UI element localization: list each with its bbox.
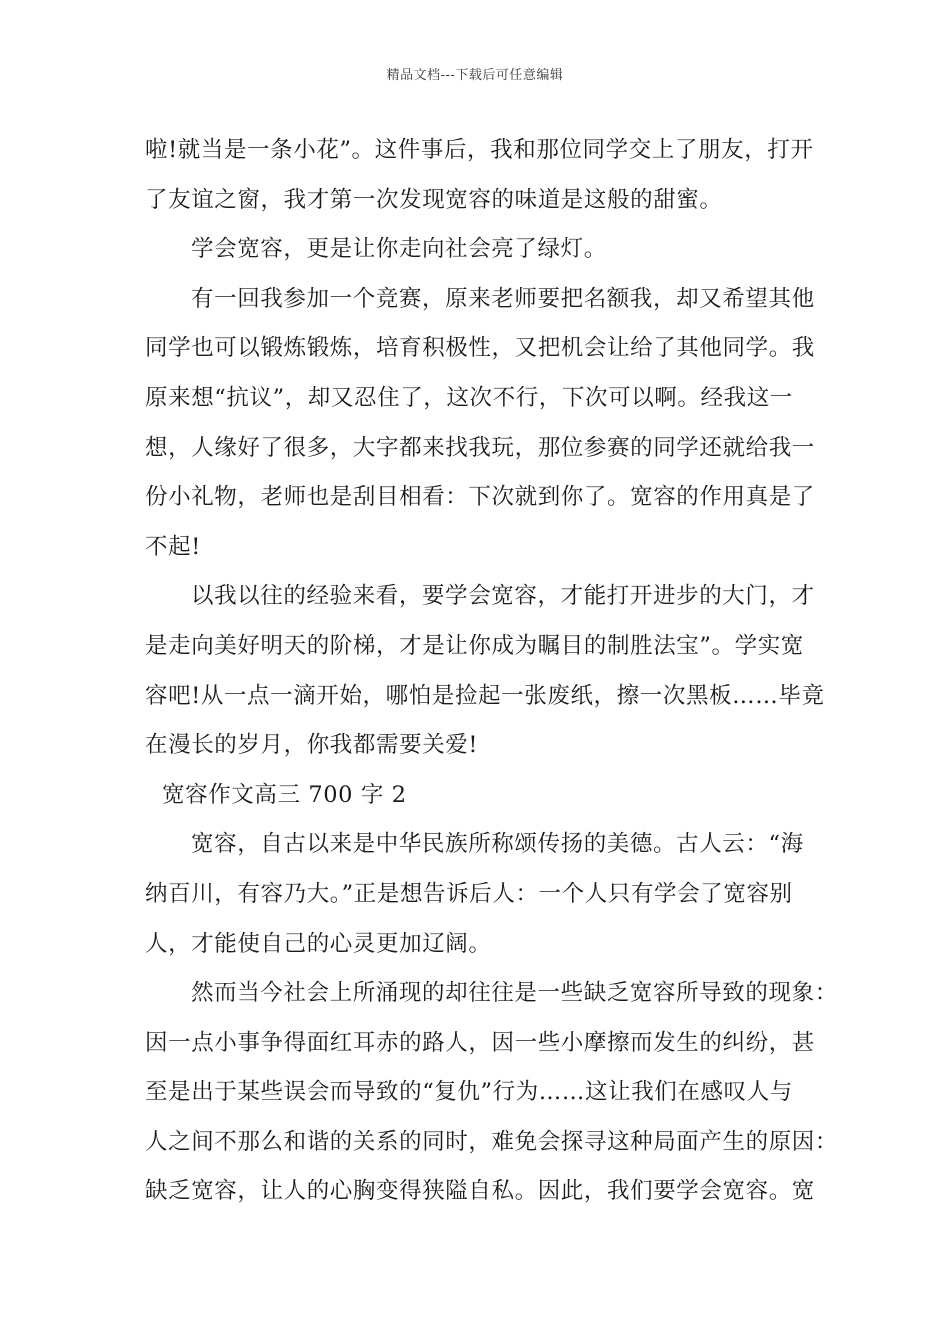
text-line: 学会宽容，更是让你走向社会亮了绿灯。: [191, 236, 607, 263]
section-heading: 宽容作文高三 700 字 2: [162, 781, 407, 808]
text-line: 缺乏宽容，让人的心胸变得狭隘自私。因此，我们要学会宽容。宽: [145, 1178, 815, 1205]
text-line: 原来想“抗议”，却又忍住了，这次不行，下次可以啊。经我这一: [145, 384, 793, 411]
text-line: 然而当今社会上所涌现的却往往是一些缺乏宽容所导致的现象：: [191, 980, 838, 1007]
text-line: 份小礼物，老师也是刮目相看：下次就到你了。宽容的作用真是了: [145, 484, 815, 511]
text-line: 至是出于某些误会而导致的“复仇”行为……这让我们在感叹人与: [145, 1079, 793, 1106]
text-line: 了友谊之窗，我才第一次发现宽容的味道是这般的甜蜜。: [145, 186, 723, 213]
text-line: 想，人缘好了很多，大字都来找我玩，那位参赛的同学还就给我一: [145, 434, 815, 461]
document-body: [145, 126, 839, 1217]
text-line: 人，才能使自己的心灵更加辽阔。: [145, 930, 492, 957]
text-line: 啦!就当是一条小花”。这件事后，我和那位同学交上了朋友，打开: [145, 137, 814, 163]
text-line: 有一回我参加一个竞赛，原来老师要把名额我，却又希望其他: [191, 285, 815, 312]
text-line: 在漫长的岁月，你我都需要关爱!: [145, 732, 479, 759]
text-line: 因一点小事争得面红耳赤的路人，因一些小摩擦而发生的纠纷，甚: [145, 1029, 815, 1056]
text-line: 宽容，自古以来是中华民族所称颂传扬的美德。古人云：“海: [191, 831, 804, 858]
text-line: 是走向美好明天的阶梯，才是让你成为瞩目的制胜法宝”。学实宽: [145, 632, 804, 659]
text-line: 同学也可以锻炼锻炼，培育积极性，又把机会让给了其他同学。我: [145, 335, 815, 362]
text-line: 不起!: [145, 533, 201, 560]
text-line: 纳百川，有容乃大。”正是想告诉后人：一个人只有学会了宽容别: [145, 880, 793, 907]
page-header: 精品文档---下载后可任意编辑: [386, 68, 564, 83]
text-line: 容吧!从一点一滴开始，哪怕是捡起一张废纸，擦一次黑板……毕竟: [145, 682, 825, 709]
text-line: 以我以往的经验来看，要学会宽容，才能打开进步的大门，才: [191, 583, 815, 610]
text-line: 人之间不那么和谐的关系的同时，难免会探寻这种局面产生的原因：: [145, 1128, 839, 1155]
